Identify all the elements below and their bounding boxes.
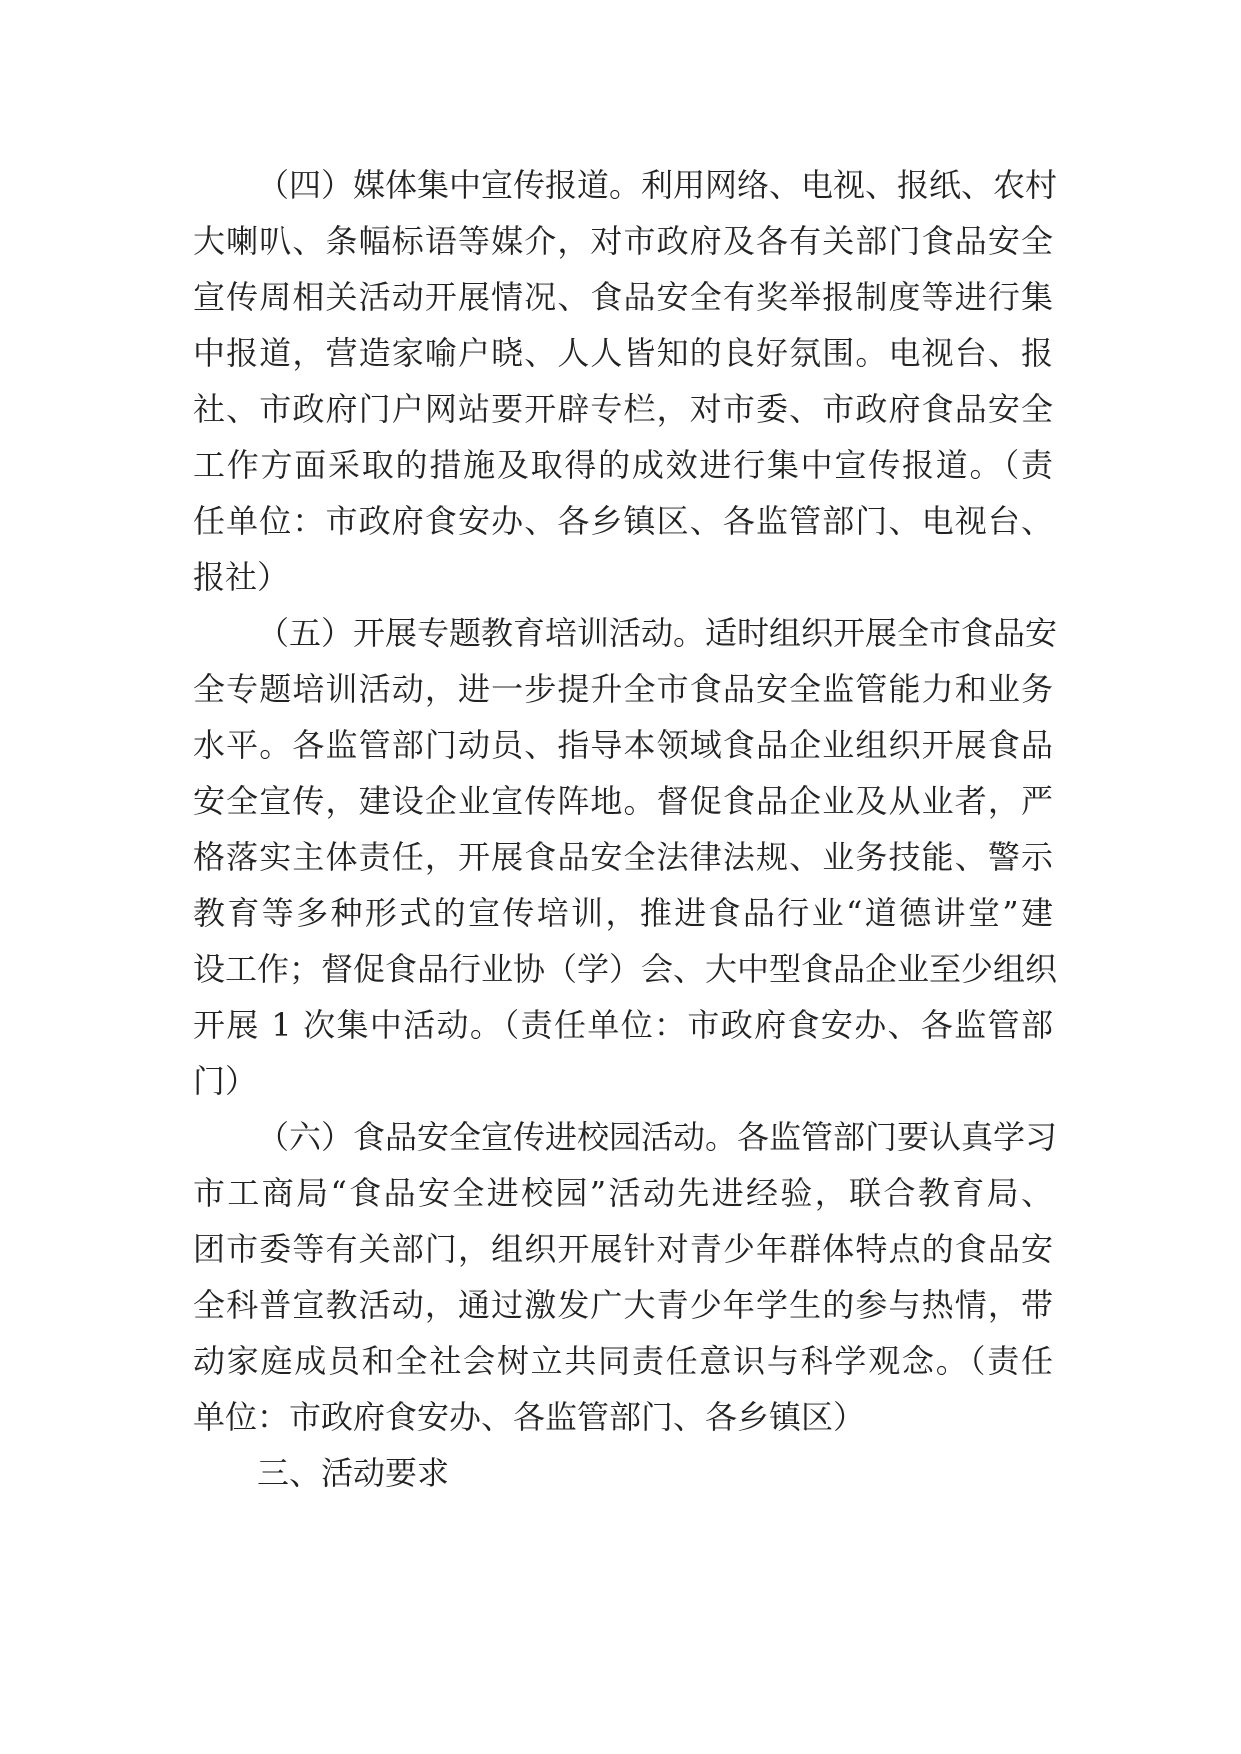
paragraph-four-line-2: 大喇叭、条幅标语等媒介，对市政府及各有关部门食品安全	[193, 222, 1053, 260]
paragraph-four-line-3: 宣传周相关活动开展情况、食品安全有奖举报制度等进行集	[193, 278, 1053, 316]
paragraph-six-line-1: （六）食品安全宣传进校园活动。各监管部门要认真学习	[257, 1118, 1058, 1156]
paragraph-five-line-4: 安全宣传，建设企业宣传阵地。督促食品企业及从业者，严	[193, 782, 1053, 820]
paragraph-four-line-8: 报社）	[193, 558, 290, 596]
paragraph-five-line-2: 全专题培训活动，进一步提升全市食品安全监管能力和业务	[193, 670, 1053, 708]
paragraph-four-line-1: （四）媒体集中宣传报道。利用网络、电视、报纸、农村	[257, 166, 1058, 204]
paragraph-five-line-8: 开展 1 次集中活动。（责任单位：市政府食安办、各监管部	[193, 1006, 1053, 1044]
paragraph-four-line-4: 中报道，营造家喻户晓、人人皆知的良好氛围。电视台、报	[193, 334, 1053, 372]
paragraph-five-line-3: 水平。各监管部门动员、指导本领域食品企业组织开展食品	[193, 726, 1053, 764]
paragraph-five-line-5: 格落实主体责任，开展食品安全法律法规、业务技能、警示	[193, 838, 1053, 876]
paragraph-four-line-5: 社、市政府门户网站要开辟专栏，对市委、市政府食品安全	[193, 390, 1053, 428]
paragraph-four-line-6: 工作方面采取的措施及取得的成效进行集中宣传报道。（责	[193, 446, 1053, 484]
paragraph-six-line-3: 团市委等有关部门，组织开展针对青少年群体特点的食品安	[193, 1230, 1053, 1268]
paragraph-five-line-7: 设工作；督促食品行业协（学）会、大中型食品企业至少组织	[193, 950, 1058, 988]
paragraph-five-line-9: 门）	[193, 1062, 258, 1100]
paragraph-six-line-5: 动家庭成员和全社会树立共同责任意识与科学观念。（责任	[193, 1342, 1053, 1380]
paragraph-five-line-6: 教育等多种形式的宣传培训，推进食品行业“道德讲堂”建	[193, 894, 1053, 932]
paragraph-six-line-4: 全科普宣教活动，通过激发广大青少年学生的参与热情，带	[193, 1286, 1053, 1324]
paragraph-four-line-7: 任单位：市政府食安办、各乡镇区、各监管部门、电视台、	[193, 502, 1053, 540]
paragraph-five-line-1: （五）开展专题教育培训活动。适时组织开展全市食品安	[257, 614, 1058, 652]
paragraph-six-line-6: 单位：市政府食安办、各监管部门、各乡镇区）	[193, 1398, 866, 1436]
paragraph-six-line-2: 市工商局“食品安全进校园”活动先进经验，联合教育局、	[193, 1174, 1053, 1212]
section-heading-activity-requirements: 三、活动要求	[257, 1454, 450, 1492]
